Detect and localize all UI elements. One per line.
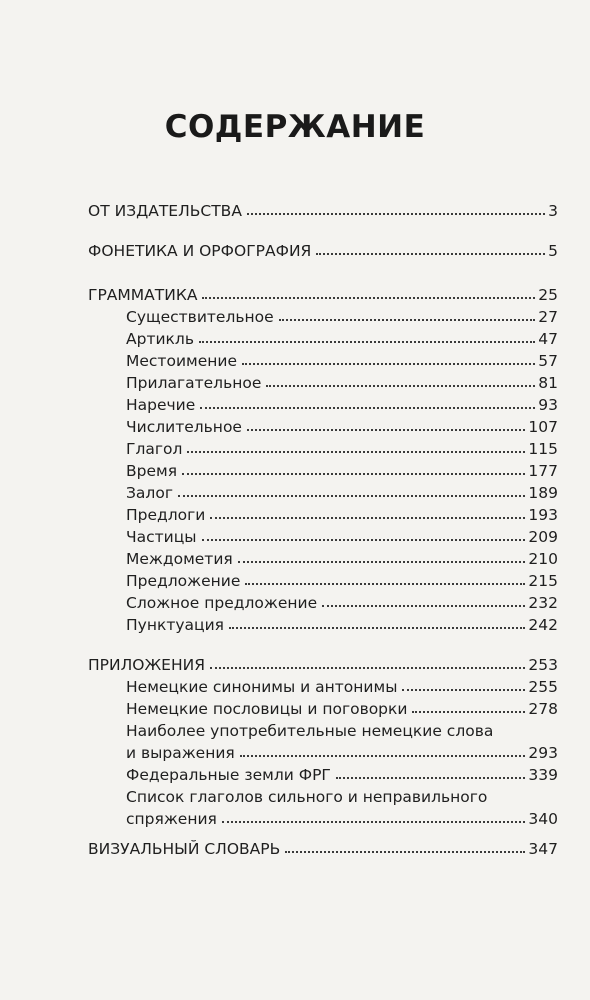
dot-leader [322,605,525,607]
dot-leader [222,821,526,823]
dot-leader [210,667,525,669]
dot-leader [238,561,526,563]
dot-leader [245,583,525,585]
toc-page-number: 81 [538,374,558,392]
toc-entry-from-publisher[interactable] [88,198,558,220]
dot-leader [178,495,525,497]
toc-entry-title: Частицы [126,528,197,546]
dot-leader [285,851,525,853]
toc-entry-title: Федеральные земли ФРГ [126,766,331,784]
page-title: СОДЕРЖАНИЕ [164,108,426,145]
dot-leader [187,451,525,453]
toc-entry-title: Предлоги [126,506,206,524]
toc-subentry[interactable] [126,674,558,696]
toc-entry-title: Немецкие пословицы и поговорки [126,700,408,718]
toc-page-number: 5 [548,242,558,260]
toc-entry-title: ГРАММАТИКА [88,286,198,304]
dot-leader [229,627,525,629]
toc-page-number: 193 [528,506,558,524]
dot-leader [247,429,525,431]
toc-page-number: 3 [548,202,558,220]
toc-page-number: 253 [528,656,558,674]
toc-subentry[interactable] [126,740,558,762]
toc-entry-title: Немецкие синонимы и антонимы [126,678,398,696]
toc-subentry[interactable] [126,524,558,546]
toc-subentry[interactable] [126,590,558,612]
toc-page-number: 93 [538,396,558,414]
dot-leader [266,385,535,387]
toc-entry-title-line1[interactable]: Наиболее употребительные немецкие слова [126,722,494,740]
toc-subentry[interactable] [126,762,558,784]
toc-subentry[interactable] [126,304,558,326]
toc-entry-title: спряжения [126,810,217,828]
toc-entry-title: Местоимение [126,352,237,370]
toc-entry-title: ФОНЕТИКА И ОРФОГРАФИЯ [88,242,312,260]
toc-entry-title: Залог [126,484,173,502]
toc-subentry[interactable] [126,806,558,828]
dot-leader [240,755,526,757]
toc-entry-title: Пунктуация [126,616,224,634]
toc-subentry[interactable] [126,502,558,524]
toc-page-number: 115 [528,440,558,458]
toc-entry-title: Предложение [126,572,241,590]
toc-page-number: 278 [528,700,558,718]
toc-entry-title: и выражения [126,744,235,762]
toc-entry-title: ОТ ИЗДАТЕЛЬСТВА [88,202,242,220]
dot-leader [182,473,525,475]
toc-subentry[interactable] [126,392,558,414]
toc-page-number: 293 [528,744,558,762]
toc-entry-title: Наречие [126,396,196,414]
toc-page-number: 177 [528,462,558,480]
toc-subentry[interactable] [126,348,558,370]
dot-leader [202,297,535,299]
dot-leader [316,253,545,255]
toc-subentry[interactable] [126,696,558,718]
dot-leader [279,319,536,321]
dot-leader [247,213,545,215]
dot-leader [412,711,525,713]
toc-page-number: 27 [538,308,558,326]
dot-leader [200,407,535,409]
toc-page-number: 242 [528,616,558,634]
toc-entry-title: Прилагательное [126,374,262,392]
toc-subentry[interactable] [126,568,558,590]
dot-leader [336,777,526,779]
toc-subentry[interactable] [126,480,558,502]
toc-page-number: 107 [528,418,558,436]
toc-subentry[interactable] [126,546,558,568]
toc-entry-title: ПРИЛОЖЕНИЯ [88,656,205,674]
toc-page-number: 25 [538,286,558,304]
toc-page-number: 57 [538,352,558,370]
toc-entry-title: Время [126,462,178,480]
dot-leader [210,517,525,519]
dot-leader [199,341,535,343]
toc-page-number: 210 [528,550,558,568]
toc-page-number: 339 [528,766,558,784]
toc-entry-appendices[interactable] [88,652,558,674]
toc-subentry[interactable] [126,414,558,436]
toc-page-number: 47 [538,330,558,348]
toc-entry-title: Числительное [126,418,242,436]
toc-entry-title: Глагол [126,440,183,458]
toc-entry-visual-dictionary[interactable] [88,836,558,858]
toc-entry-title: Сложное предложение [126,594,318,612]
toc-page-number: 215 [528,572,558,590]
toc-page-number: 232 [528,594,558,612]
toc-page-number: 189 [528,484,558,502]
dot-leader [242,363,535,365]
toc-page-number: 340 [528,810,558,828]
toc-page-number: 255 [528,678,558,696]
dot-leader [402,689,525,691]
toc-entry-grammar[interactable] [88,282,558,304]
toc-entry-title-line1[interactable]: Список глаголов сильного и неправильного [126,788,488,806]
toc-subentry[interactable] [126,370,558,392]
toc-entry-title: Междометия [126,550,233,568]
toc-entry-title: Артикль [126,330,194,348]
toc-page-number: 209 [528,528,558,546]
toc-entry-title: ВИЗУАЛЬНЫЙ СЛОВАРЬ [88,840,281,858]
toc-subentry[interactable] [126,326,558,348]
toc-page-number: 347 [528,840,558,858]
dot-leader [202,539,526,541]
toc-entry-title: Существительное [126,308,274,326]
toc-subentry[interactable] [126,612,558,634]
toc-entry-phonetics[interactable] [88,238,558,260]
toc-subentry[interactable] [126,458,558,480]
toc-subentry[interactable] [126,436,558,458]
